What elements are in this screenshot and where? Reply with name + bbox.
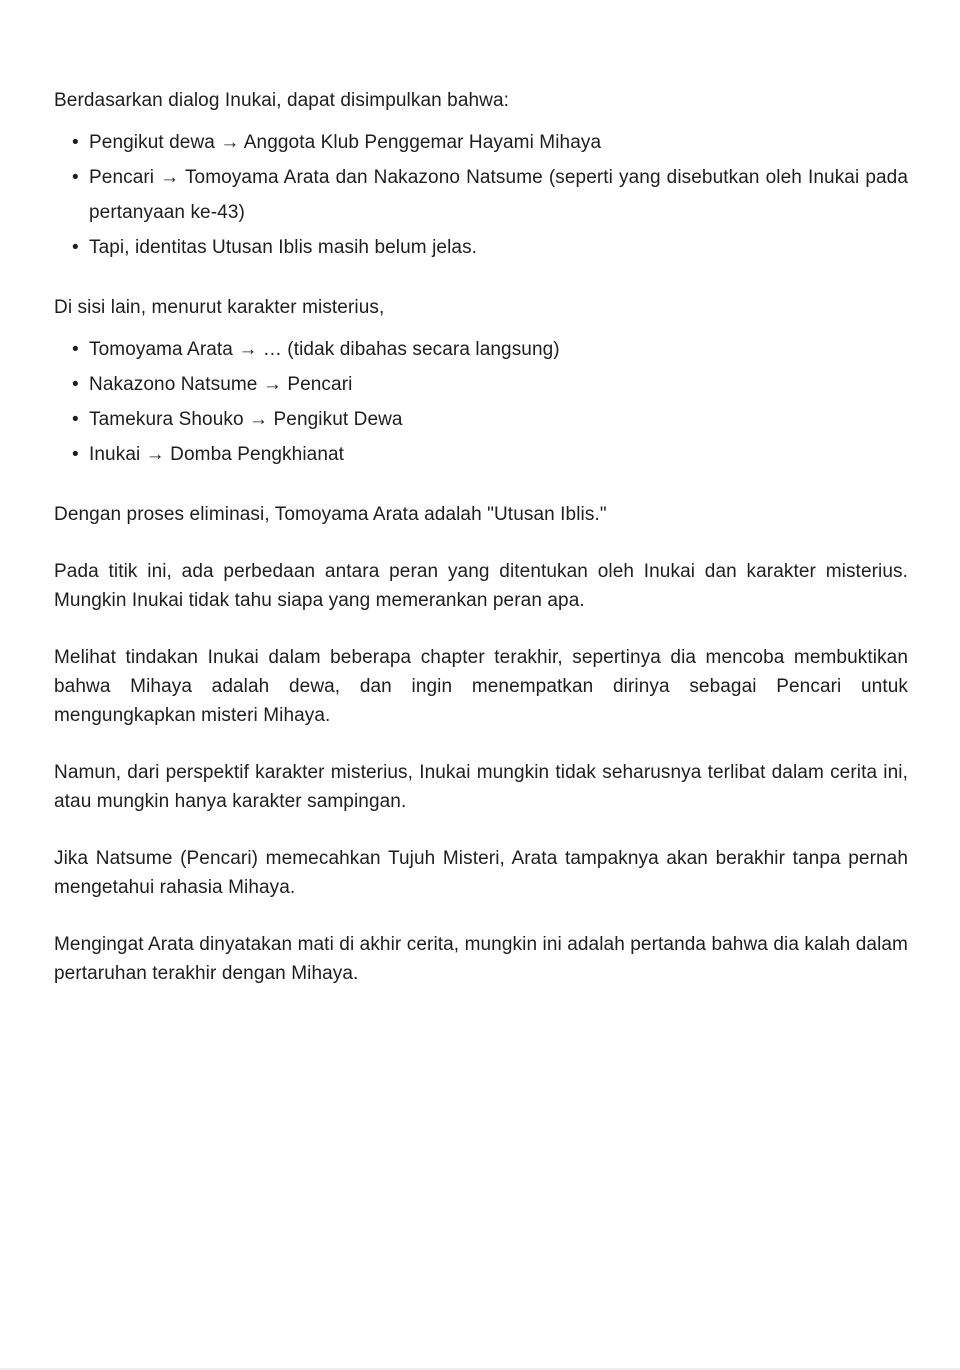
list-item: • Nakazono Natsume → Pencari <box>89 367 908 402</box>
list-item: • Pengikut dewa → Anggota Klub Penggemar Hayami Mihaya <box>89 125 908 160</box>
list-item: • Tamekura Shouko → Pengikut Dewa <box>89 402 908 437</box>
list-item: • Pencari → Tomoyama Arata dan Nakazono Natsume (seperti yang disebutkan oleh Inukai pada pertanyaan ke-43) <box>89 160 908 230</box>
paragraph-role-difference: Pada titik ini, ada perbedaan antara peran yang ditentukan oleh Inukai dan karakter misterius. Mungkin Inukai tidak tahu siapa yang memerankan peran apa. <box>54 561 908 611</box>
paragraph-mysterious-perspective: Namun, dari perspektif karakter misterius, Inukai mungkin tidak seharusnya terlibat dalam cerita ini, atau mungkin hanya karakter sampingan. <box>54 762 908 812</box>
list-item: • Tapi, identitas Utusan Iblis masih belum jelas. <box>89 230 908 265</box>
paragraph-inukai-actions: Melihat tindakan Inukai dalam beberapa chapter terakhir, sepertinya dia mencoba membuktikan bahwa Mihaya adalah dewa, dan ingin menempatkan dirinya sebagai Pencari untuk mengungkapkan misteri Mihaya. <box>54 647 908 726</box>
list-item: • Inukai → Domba Pengkhianat <box>89 437 908 472</box>
list-item: • Tomoyama Arata → … (tidak dibahas secara langsung) <box>89 332 908 367</box>
section1-intro: Berdasarkan dialog Inukai, dapat disimpulkan bahwa: <box>54 90 510 111</box>
section1-bullet-list <box>54 125 908 265</box>
section2-intro: Di sisi lain, menurut karakter misterius, <box>54 297 385 318</box>
section2-bullet-list <box>54 332 908 472</box>
paragraph-arata-death: Mengingat Arata dinyatakan mati di akhir cerita, mungkin ini adalah pertanda bahwa dia kalah dalam pertaruhan terakhir dengan Mihaya. <box>54 934 908 984</box>
paragraph-elimination: Dengan proses eliminasi, Tomoyama Arata adalah "Utusan Iblis." <box>54 504 607 525</box>
paragraph-natsume-mystery: Jika Natsume (Pencari) memecahkan Tujuh Misteri, Arata tampaknya akan berakhir tanpa pernah mengetahui rahasia Mihaya. <box>54 848 908 898</box>
